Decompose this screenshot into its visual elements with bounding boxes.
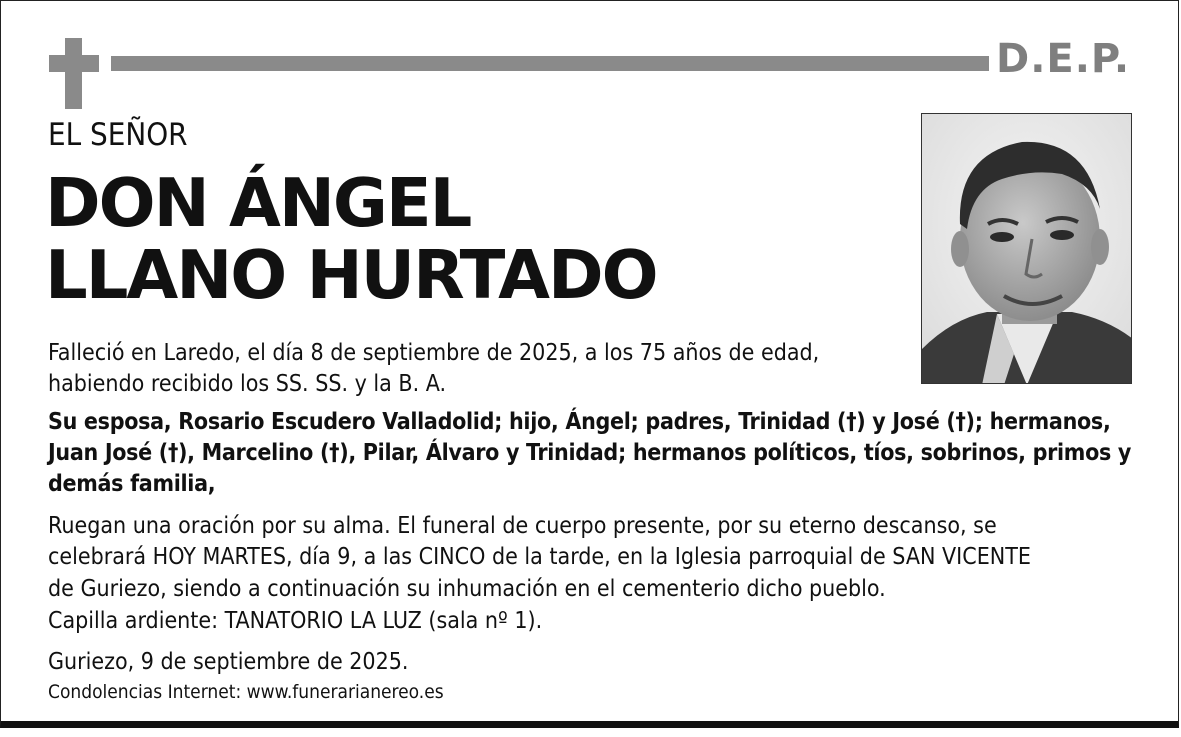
honorific: EL SEÑOR — [48, 117, 188, 153]
funeral-line-1: Ruegan una oración por su alma. El funeral de cuerpo presente, por su eterno descanso, se — [48, 513, 997, 539]
family-line-3: demás familia, — [48, 471, 216, 497]
cross-icon-bar — [49, 55, 99, 72]
name-line-1: DON ÁNGEL — [45, 164, 471, 242]
death-notice-line-2: habiendo recibido los SS. SS. y la B. A. — [48, 371, 447, 397]
funeral-line-3: de Guriezo, siendo a continuación su inhumación en el cementerio dicho pueblo. — [48, 576, 886, 602]
place-and-date: Guriezo, 9 de septiembre de 2025. — [48, 649, 409, 675]
cross-icon — [65, 38, 82, 109]
deceased-name — [45, 164, 657, 314]
portrait-image — [922, 114, 1132, 384]
family-line-1: Su esposa, Rosario Escudero Valladolid; hijo, Ángel; padres, Trinidad (†) y José (†); hermanos, — [48, 409, 1111, 435]
death-notice-line-1: Falleció en Laredo, el día 8 de septiembre de 2025, a los 75 años de edad, — [48, 340, 820, 366]
funeral-line-2: celebrará HOY MARTES, día 9, a las CINCO de la tarde, en la Iglesia parroquial de SAN VICENTE — [48, 544, 1031, 570]
header-rule — [111, 56, 989, 71]
dep-mark: D.E.P. — [996, 36, 1131, 82]
deceased-portrait — [921, 113, 1132, 384]
chapel-info: Capilla ardiente: TANATORIO LA LUZ (sala nº 1). — [48, 608, 543, 634]
family-line-2: Juan José (†), Marcelino (†), Pilar, Álvaro y Trinidad; hermanos políticos, tíos, sobrinos, primos y — [48, 440, 1132, 466]
condolences-link: Condolencias Internet: www.funerarianereo.es — [48, 681, 444, 703]
name-line-2: LLANO HURTADO — [45, 236, 657, 314]
